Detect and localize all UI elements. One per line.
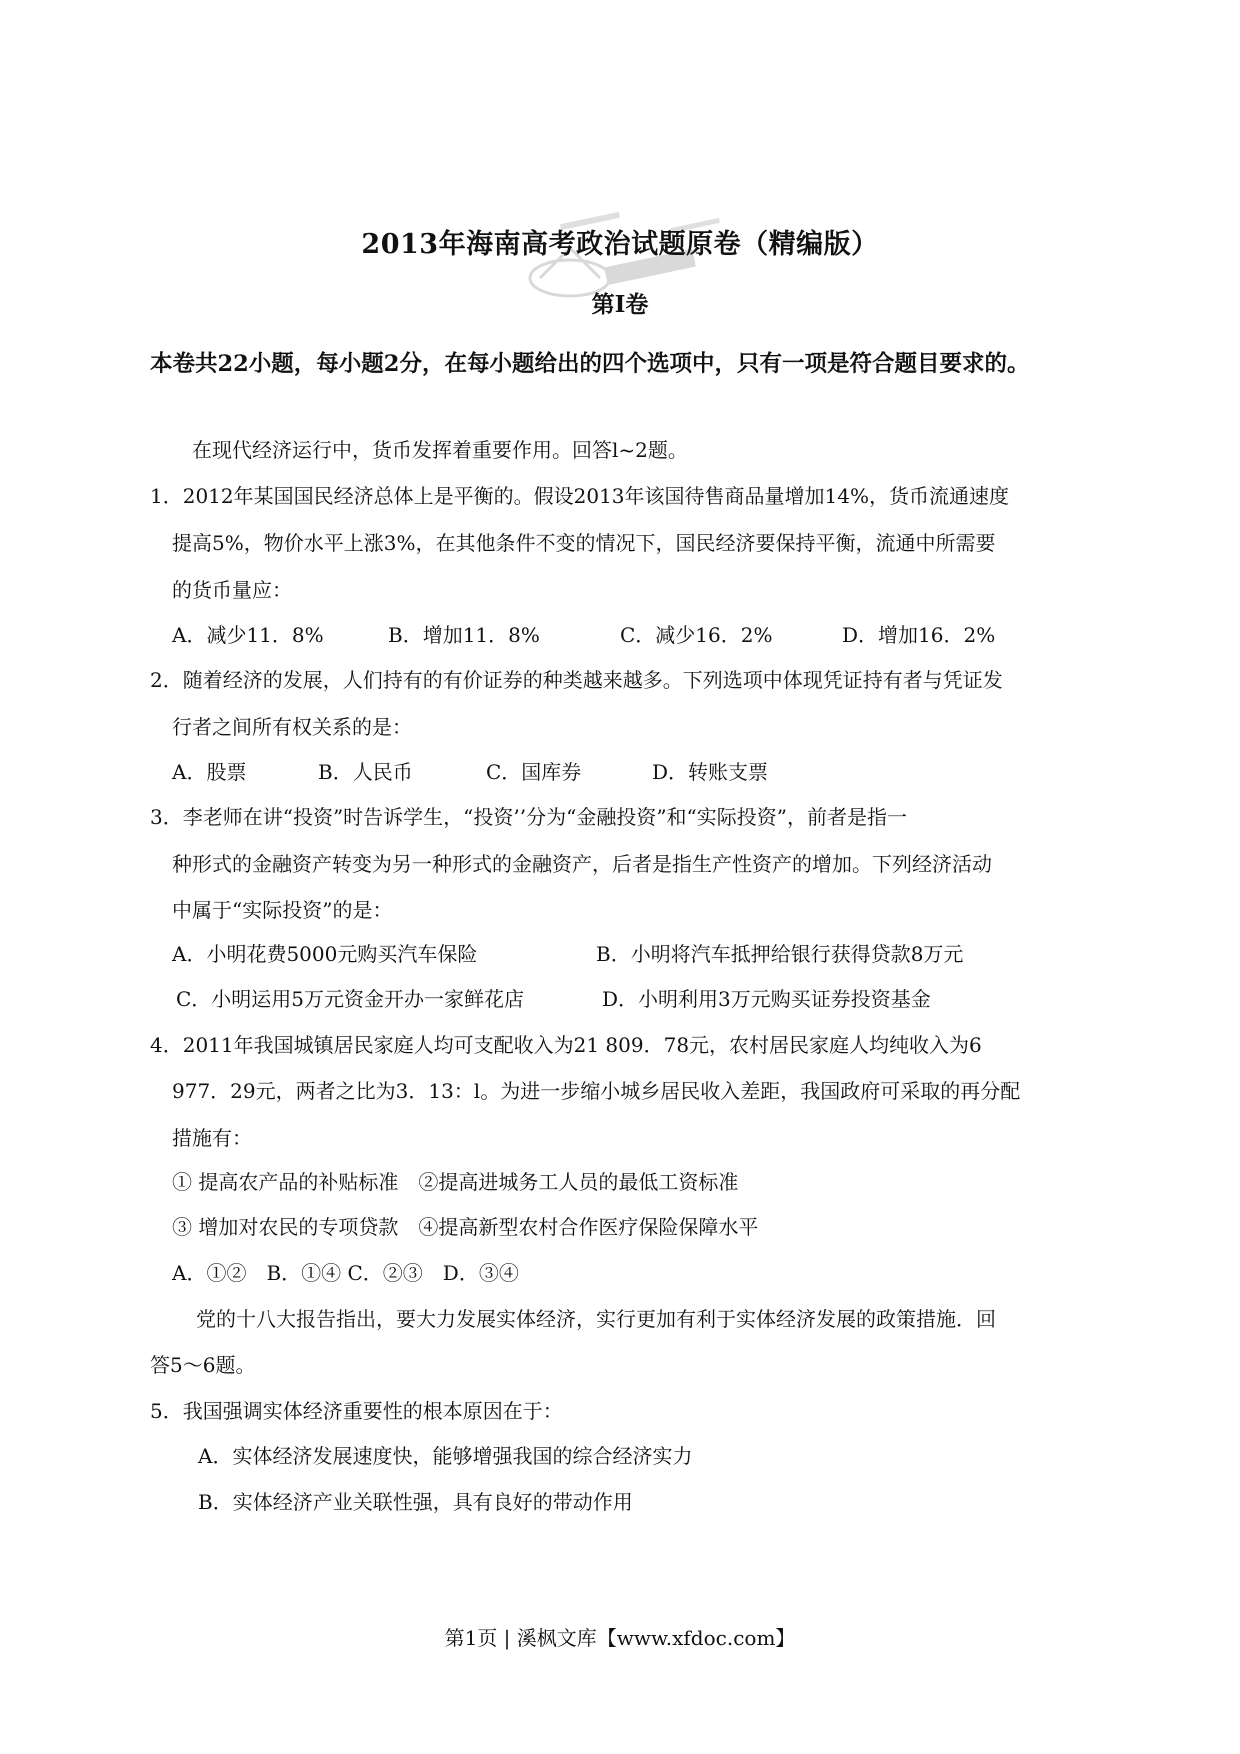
question-5-option-a: A．实体经济发展速度快，能够增强我国的综合经济实力	[198, 1444, 693, 1468]
document-title: 2013年海南高考政治试题原卷（精编版）	[361, 229, 879, 260]
page-footer: 第1页 | 溪枫文库【www.xfdoc.com】	[444, 1626, 796, 1650]
question-1-option-c: C．减少16．2%	[620, 623, 773, 647]
question-4-line-3: 措施有：	[172, 1126, 252, 1150]
question-2-option-c: C．国库券	[486, 760, 582, 784]
question-1-line-3: 的货币量应：	[172, 578, 292, 602]
question-1-line-2: 提高5%，物价水平上涨3%，在其他条件不变的情况下，国民经济要保持平衡，流通中所需要	[172, 531, 996, 555]
question-1-option-b: B．增加11．8%	[388, 623, 540, 647]
question-3-option-b: B．小明将汽车抵押给银行获得贷款8万元	[596, 942, 964, 966]
question-4-line-2: 977．29元，两者之比为3．13：l。为进一步缩小城乡居民收入差距，我国政府可采取的再分配	[172, 1079, 1021, 1103]
question-2-line-1: 2．随着经济的发展，人们持有的有价证券的种类越来越多。下列选项中体现凭证持有者与凭证发	[150, 668, 1003, 692]
question-3-option-c: C．小明运用5万元资金开办一家鲜花店	[176, 987, 525, 1011]
question-3-option-d: D．小明利用3万元购买证券投资基金	[602, 987, 931, 1011]
question-1-line-1: 1．2012年某国国民经济总体上是平衡的。假设2013年该国待售商品量增加14%，货币流通速度	[150, 484, 1009, 508]
question-2-option-b: B．人民币	[318, 760, 413, 784]
question-3-line-2: 种形式的金融资产转变为另一种形式的金融资产，后者是指生产性资产的增加。下列经济活动	[172, 852, 992, 876]
question-3-option-a: A．小明花费5000元购买汽车保险	[172, 942, 478, 966]
intro-2-line-2: 答5～6题。	[150, 1353, 256, 1377]
question-4-item-1: ① 提高农产品的补贴标准 ②提高进城务工人员的最低工资标准	[172, 1170, 739, 1194]
question-3-line-3: 中属于“实际投资”的是：	[172, 898, 393, 922]
question-1-option-a: A．减少11．8%	[172, 623, 324, 647]
question-2-option-a: A．股票	[172, 760, 247, 784]
question-2-line-2: 行者之间所有权关系的是：	[172, 715, 412, 739]
question-1-option-d: D．增加16．2%	[842, 623, 996, 647]
question-4-item-2: ③ 增加对农民的专项贷款 ④提高新型农村合作医疗保险保障水平	[172, 1215, 759, 1239]
question-3-line-1: 3．李老师在讲“投资”时告诉学生，“投资’’分为“金融投资”和“实际投资”，前者是指一	[150, 805, 908, 829]
instructions: 本卷共22小题，每小题2分，在每小题给出的四个选项中，只有一项是符合题目要求的。	[150, 351, 1030, 377]
question-2-option-d: D．转账支票	[652, 760, 769, 784]
question-4-line-1: 4．2011年我国城镇居民家庭人均可支配收入为21 809．78元，农村居民家庭人均纯收入为6	[150, 1033, 982, 1057]
question-5-option-b: B．实体经济产业关联性强，具有良好的带动作用	[198, 1490, 633, 1514]
intro-text: 在现代经济运行中，货币发挥着重要作用。回答l~2题。	[192, 438, 688, 462]
question-5-stem: 5．我国强调实体经济重要性的根本原因在于：	[150, 1399, 563, 1423]
question-4-options: A．①② B．①④ C．②③ D．③④	[172, 1261, 519, 1285]
intro-2-line-1: 党的十八大报告指出，要大力发展实体经济，实行更加有利于实体经济发展的政策措施．回	[196, 1307, 996, 1331]
section-title: 第I卷	[591, 291, 649, 318]
